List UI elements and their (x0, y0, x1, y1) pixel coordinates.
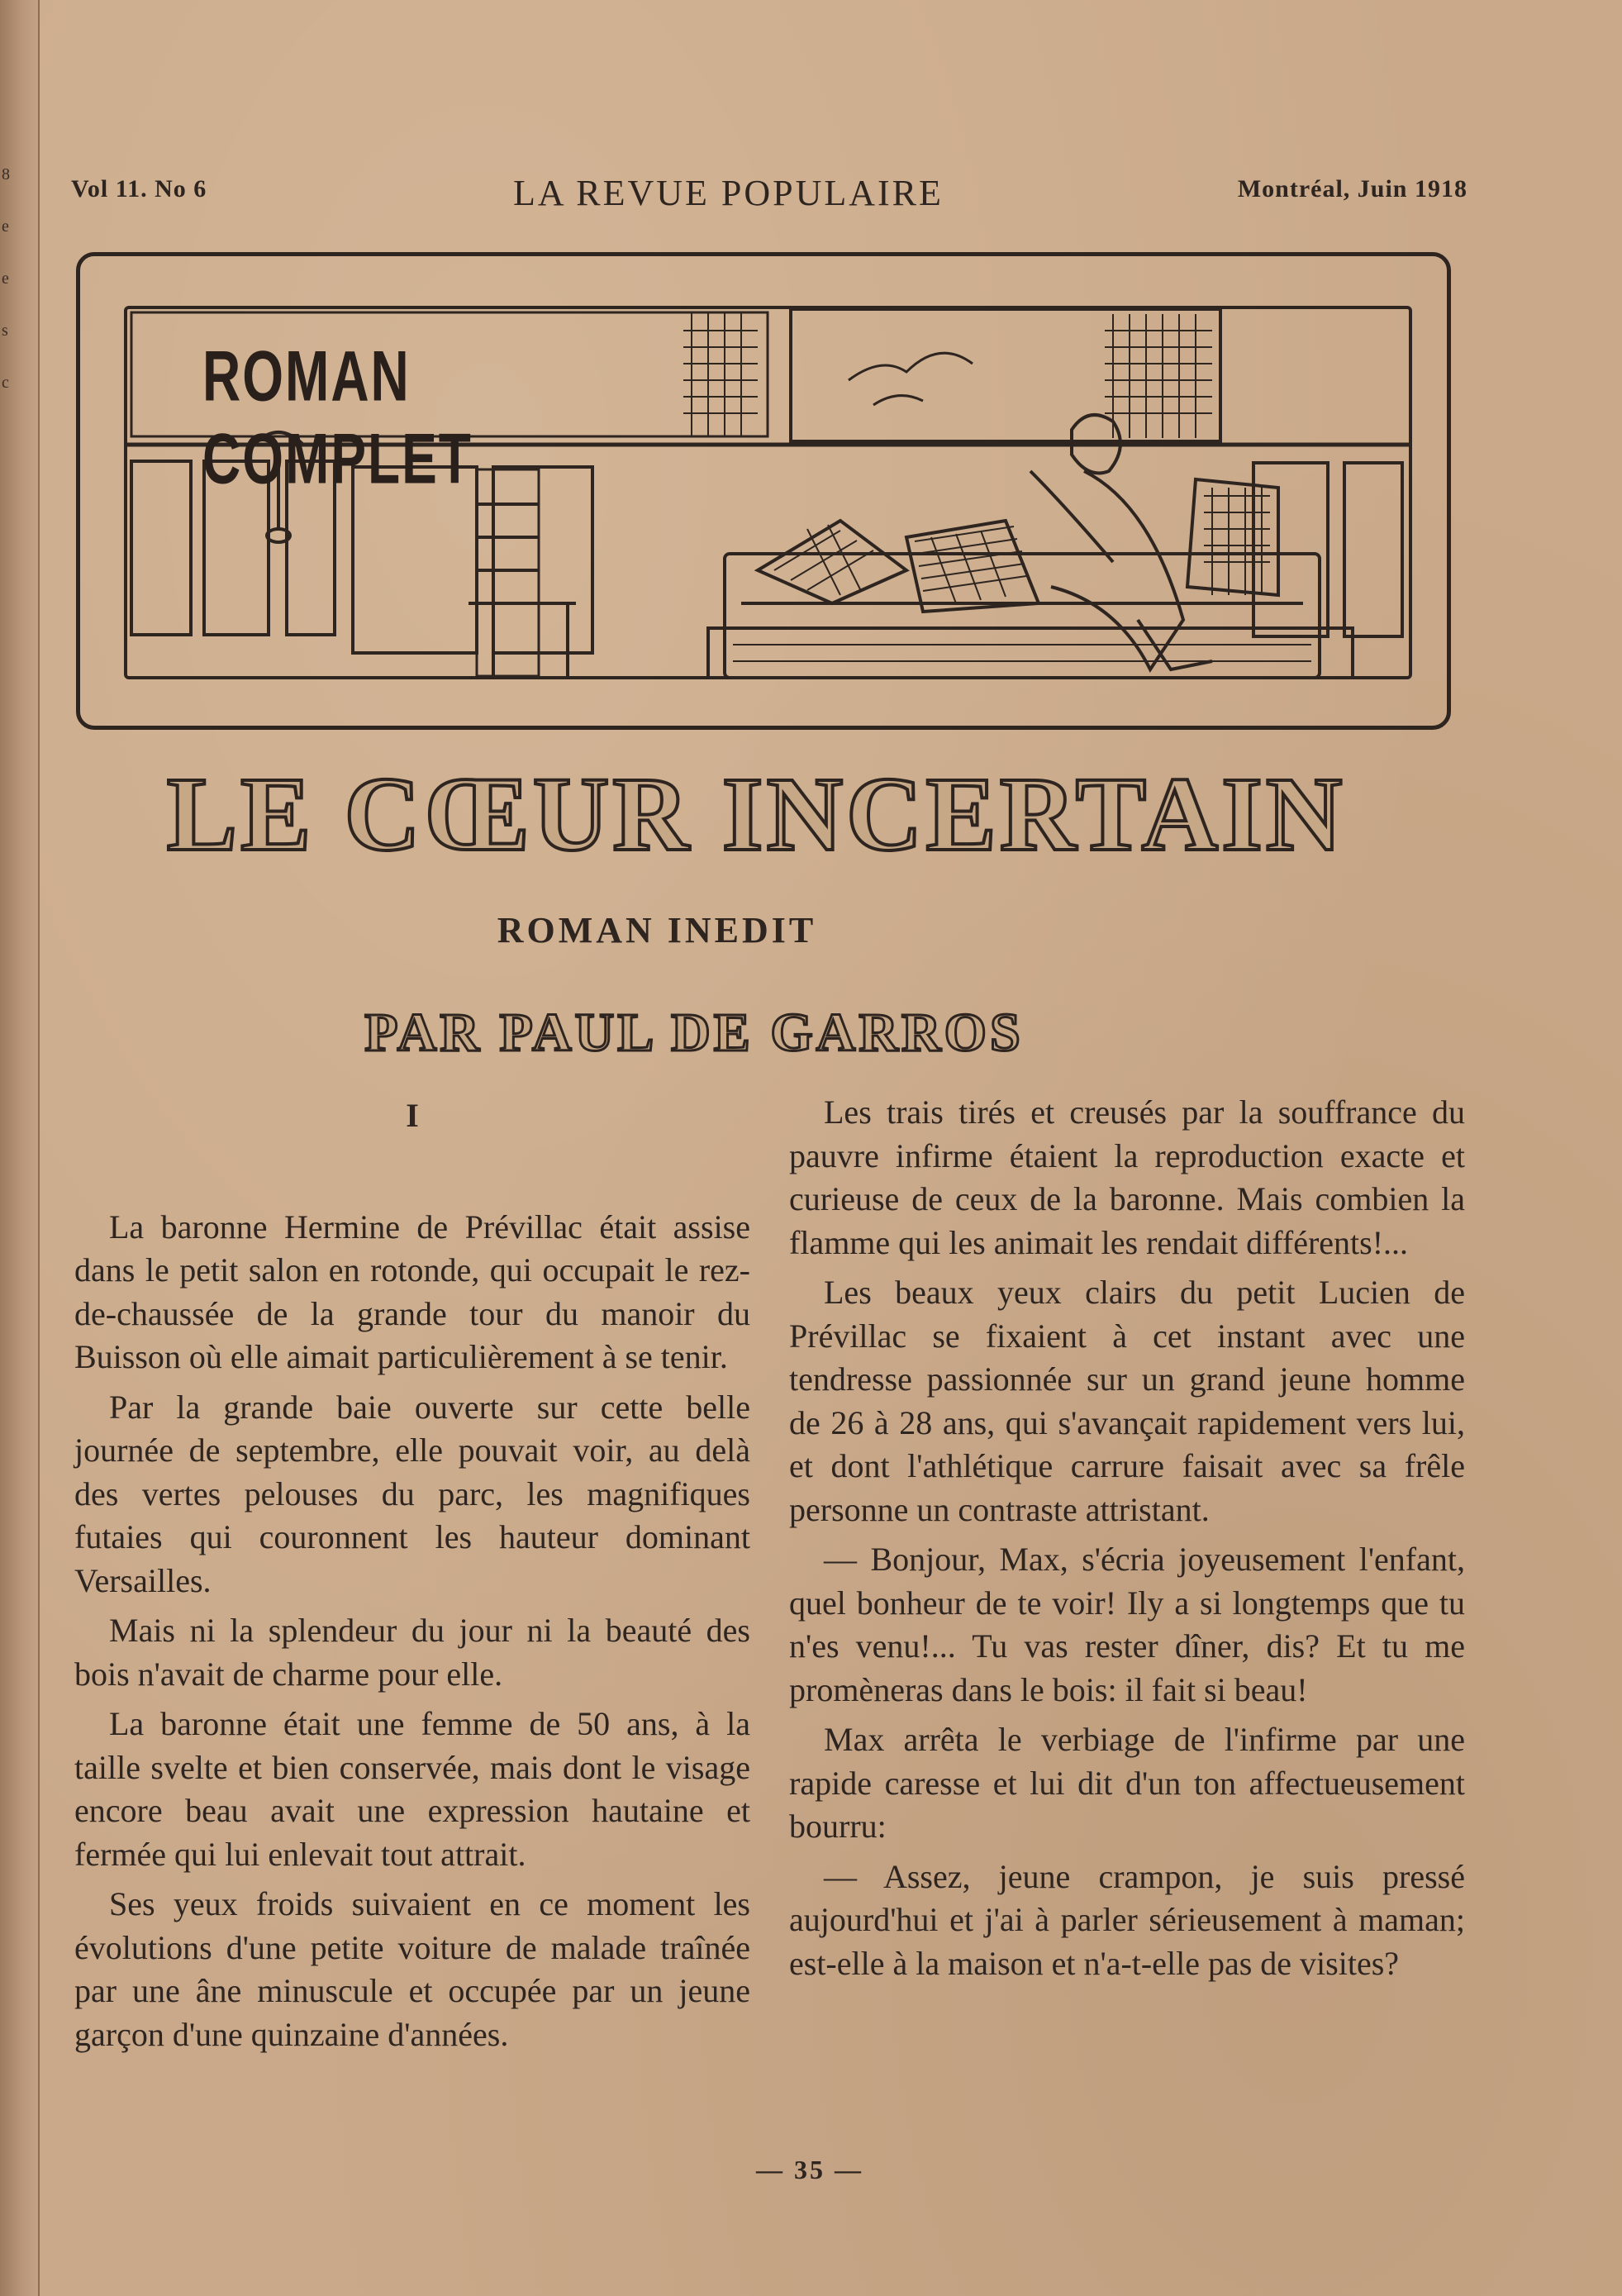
text-column-right (789, 1091, 1465, 1992)
story-subtitle: ROMAN INEDIT (497, 910, 817, 950)
paragraph: Max arrêta le verbiage de l'infirme par une rapide caresse et lui dit d'un ton affectueusement bourru: (789, 1721, 1465, 1845)
paragraph: La baronne Hermine de Prévillac était assise dans le petit salon en rotonde, qui occupait le rez-de-chaussée de la grande tour du manoir du Buisson où elle aimait particulièrement à se tenir. (74, 1208, 750, 1375)
paragraph: Par la grande baie ouverte sur cette belle journée de septembre, elle pouvait voir, au delà des vertes pelouses du parc, les magnifiques futaies qui couronnent les hauteur dominant Versailles. (74, 1388, 750, 1599)
paragraph: — Bonjour, Max, s'écria joyeusement l'enfant, quel bonheur de te voir! Ily a si longtemps que tu n'es venu!... Tu vas rester dîner, dis? Et tu me promèneras dans le bois: il fait si beau! (789, 1541, 1465, 1708)
paragraph: Ses yeux froids suivaient en ce moment les évolutions d'une petite voiture de malade traînée par une âne minuscule et occupée par un jeune garçon d'une quinzaine d'années. (74, 1885, 750, 2053)
paragraph: Les trais tirés et creusés par la souffrance du pauvre infirme étaient la reproduction exacte et curieuse de ceux de la baronne. Mais combien la flamme qui les animait les rendait différents!... (789, 1093, 1465, 1261)
paragraph: — Assez, jeune crampon, je suis pressé aujourd'hui et j'ai à parler sérieusement à maman; est-elle à la maison et n'a-t-elle pas de visites? (789, 1857, 1465, 1982)
running-header (71, 172, 1467, 213)
magazine-name: LA REVUE POPULAIRE (513, 173, 944, 213)
paragraph: La baronne était une femme de 50 ans, à la taille svelte et bien conservée, mais dont le visage encore beau avait une expression hautaine et fermée qui lui enlevait tout attrait. (74, 1705, 750, 1873)
illustrated-banner (76, 252, 1451, 730)
banner-label: ROMAN COMPLET (202, 336, 473, 499)
paragraph: Les beaux yeux clairs du petit Lucien de Prévillac se fixaient à cet instant avec une tendresse passionnée sur un grand jeune homme de 26 à 28 ans, qui s'avançait rapidement vers lui, et dont l'athlétique carrure faisait avec sa frêle personne un contraste attristant. (789, 1274, 1465, 1528)
text-column-left (74, 1091, 750, 2063)
binding-marks: 8 e e s c (2, 165, 10, 392)
issue-number: Vol 11. No 6 (71, 175, 207, 202)
page-number: — 35 — (756, 2155, 863, 2184)
paragraph: Mais ni la splendeur du jour ni la beauté des bois n'avait de charme pour elle. (74, 1612, 750, 1693)
story-title: LE CŒUR INCERTAIN (166, 755, 1346, 873)
place-and-date: Montréal, Juin 1918 (1237, 175, 1467, 202)
chapter-number: I (406, 1097, 419, 1134)
story-author: PAR PAUL DE GARROS (364, 1003, 1024, 1063)
book-binding-edge (0, 0, 40, 2296)
